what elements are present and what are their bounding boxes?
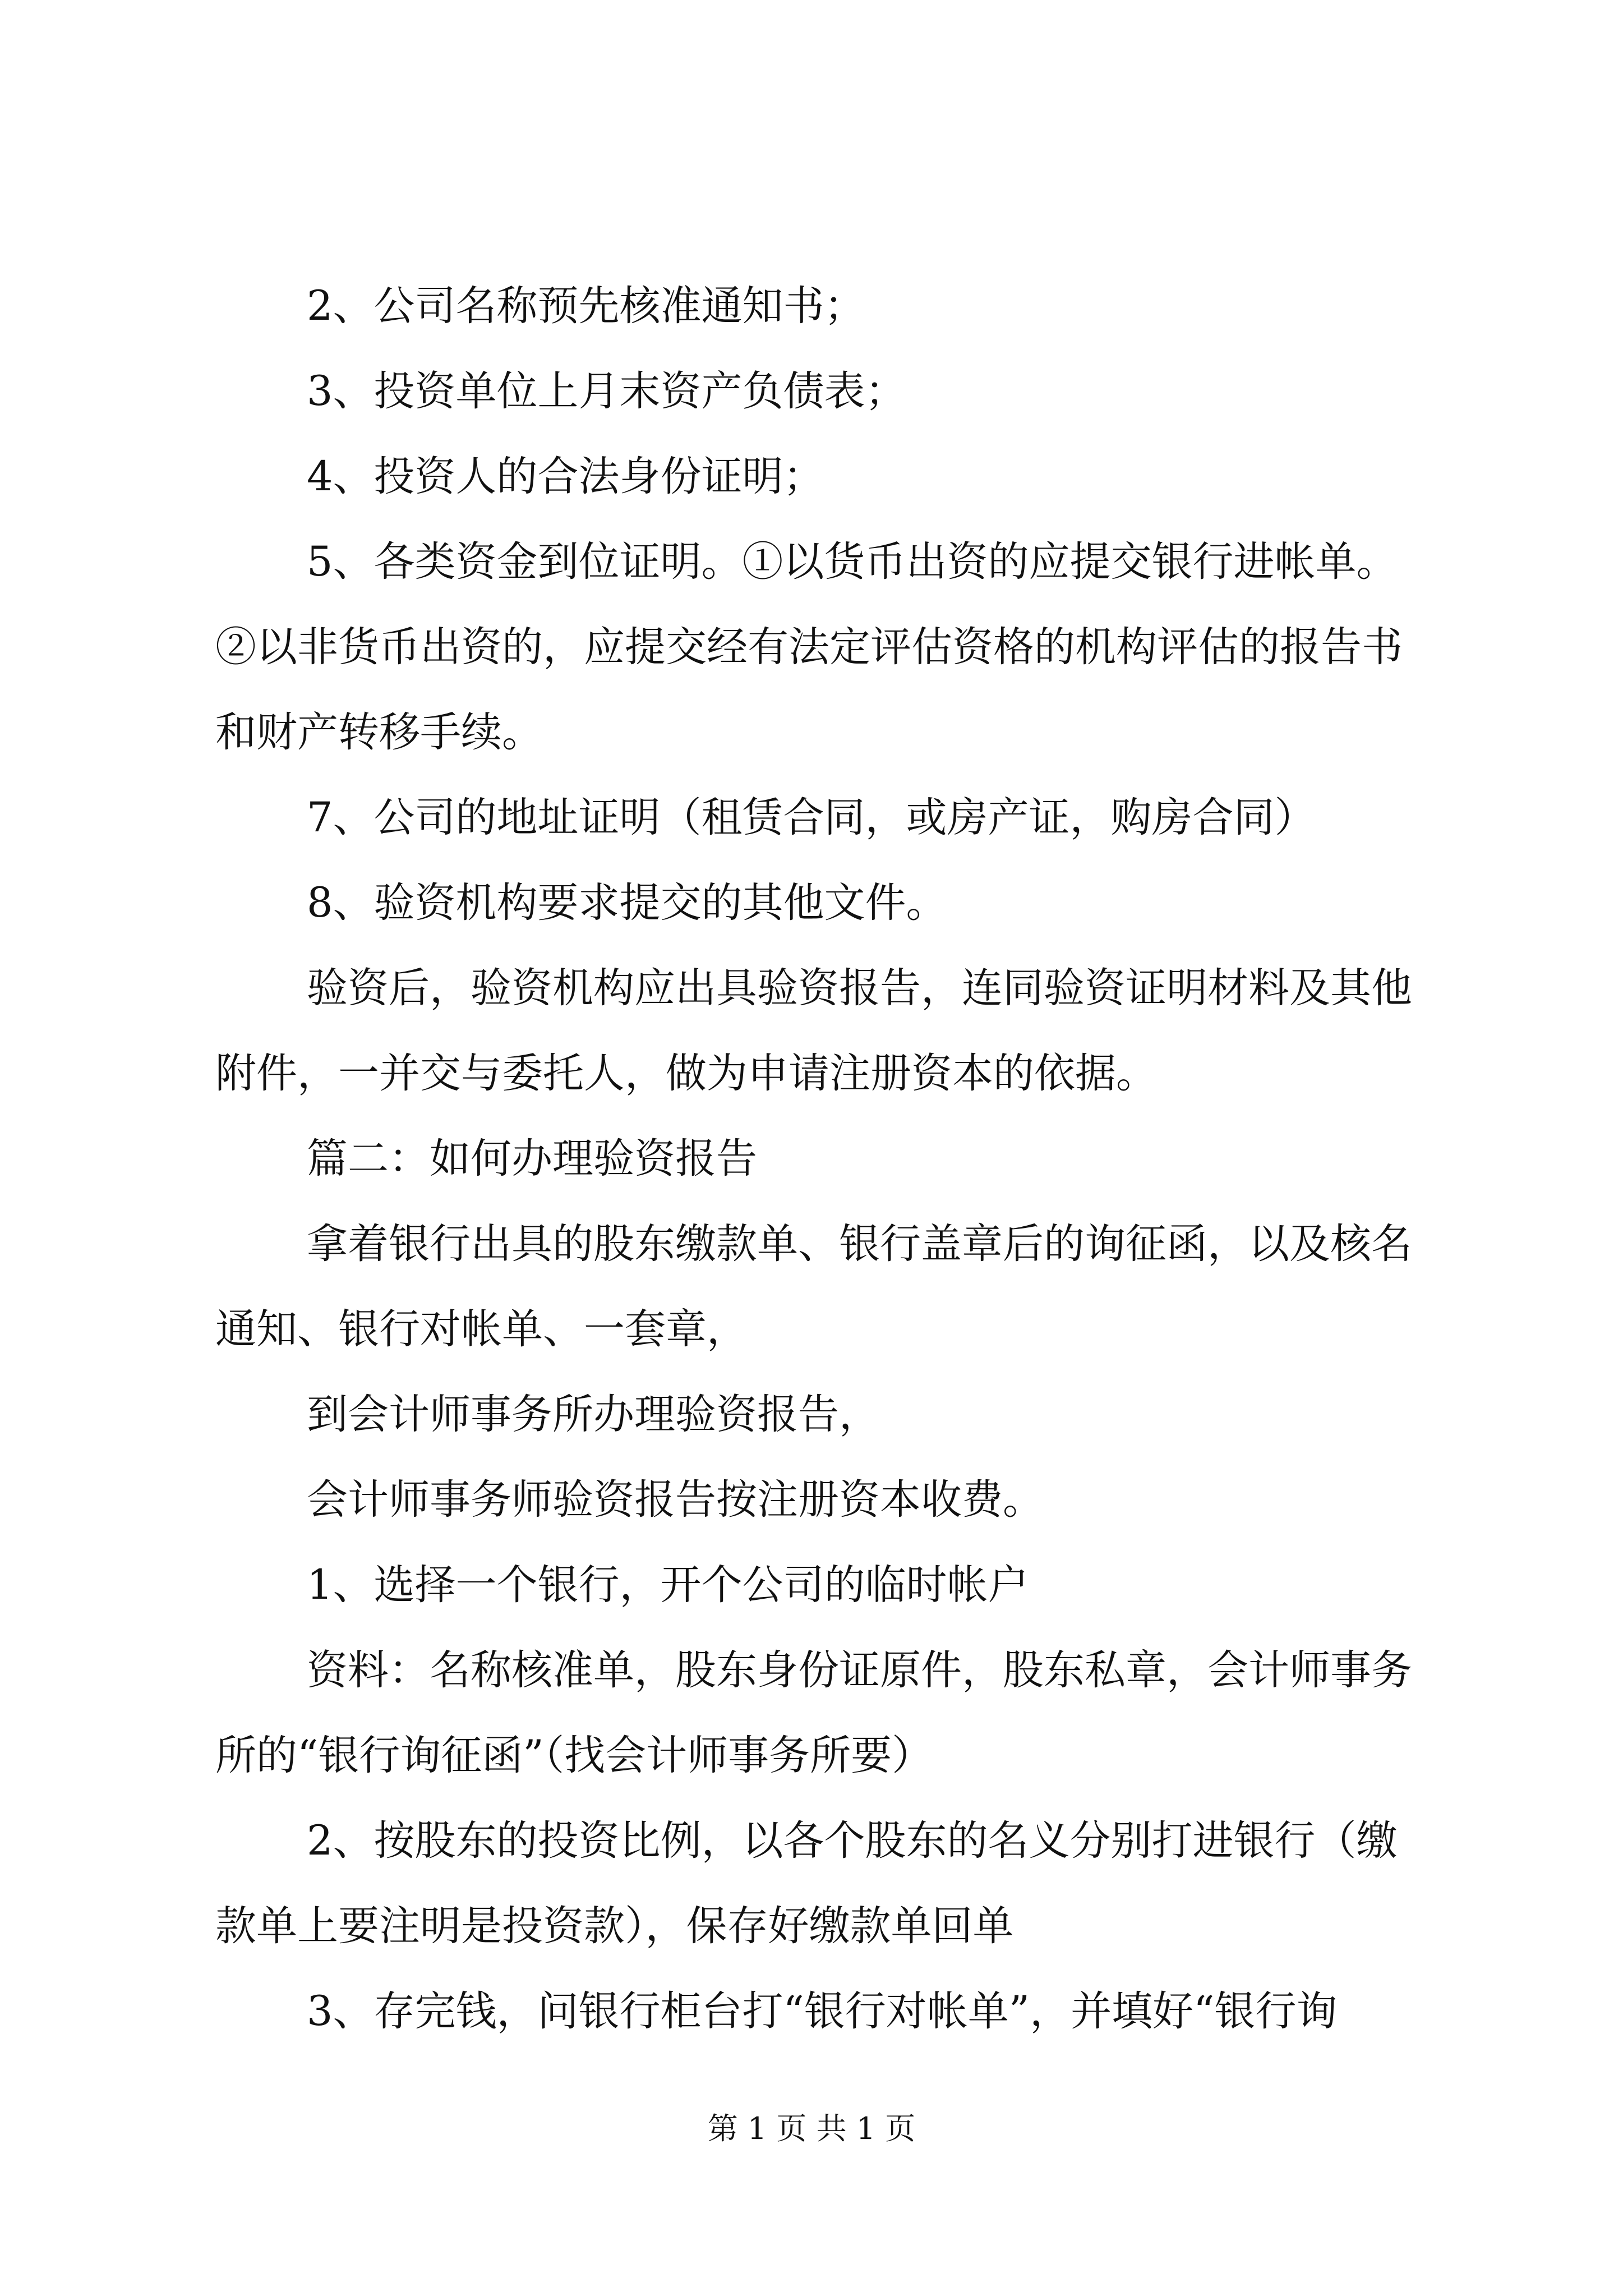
step-3-statement: 3、存完钱，问银行柜台打“银行对帐单”，并填好“银行询 [307,1987,1338,2035]
paragraph-bring-documents: 拿着银行出具的股东缴款单、银行盖章后的询征函，以及核名通知、银行对帐单、一套章， [215,1220,1412,1353]
paragraph-after-verification: 验资后，验资机构应出具验资报告，连同验资证明材料及其他附件，一并交与委托人，做为申请注册资本的依据。 [215,964,1412,1097]
document-body [215,264,1427,2054]
paragraph-item-4: 4、投资人的合法身份证明； [307,453,824,500]
paragraph-item-5: 5、各类资金到位证明。①以货币出资的应提交银行进帐单。②以非货币出资的，应提交经有法定评估资格的机构评估的报告书和财产转移手续。 [215,538,1403,756]
step-2-deposit: 2、按股东的投资比例，以各个股东的名义分别打进银行（缴款单上要注明是投资款），保存好缴款单回单 [215,1817,1398,1950]
paragraph-materials: 资料：名称核准单，股东身份证原件，股东私章，会计师事务所的“银行询征函”（找会计师事务所要） [215,1646,1412,1779]
paragraph-go-to-firm: 到会计师事务所办理验资报告， [307,1391,880,1438]
section-heading-part-two: 篇二：如何办理验资报告 [307,1135,757,1182]
paragraph-item-3: 3、投资单位上月末资产负债表； [307,367,906,415]
step-1-choose-bank: 1、选择一个银行，开个公司的临时帐户 [307,1561,1029,1609]
paragraph-fee: 会计师事务师验资报告按注册资本收费。 [307,1476,1044,1524]
paragraph-item-8: 8、验资机构要求提交的其他文件。 [307,879,947,927]
paragraph-item-2: 2、公司名称预先核准通知书； [307,282,865,330]
paragraph-item-7: 7、公司的地址证明（租赁合同，或房产证，购房合同） [307,794,1316,841]
page-footer: 第 1 页 共 1 页 [707,2111,916,2146]
